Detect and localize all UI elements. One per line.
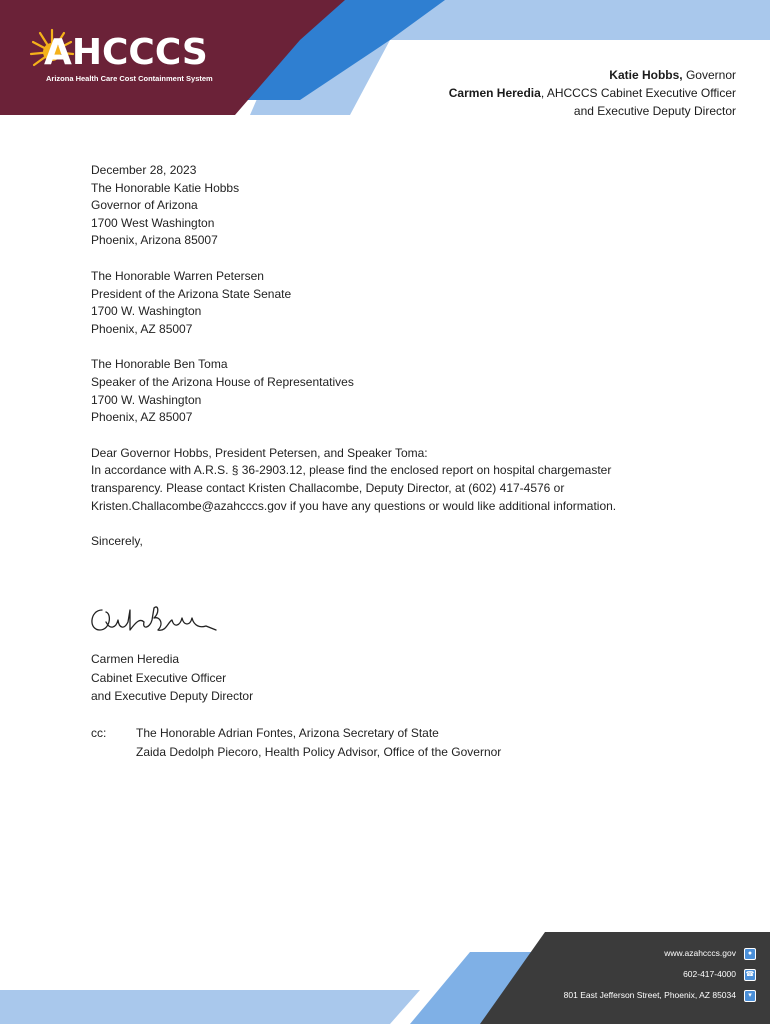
website-link[interactable]: www.azahcccs.gov bbox=[664, 948, 736, 958]
address-line: The Honorable Katie Hobbs bbox=[91, 180, 240, 195]
recipient-address bbox=[91, 356, 691, 426]
closing: Sincerely, bbox=[91, 534, 143, 549]
address-line: President of the Arizona State Senate bbox=[91, 286, 292, 301]
director-title: , AHCCCS Cabinet Executive Officer bbox=[540, 86, 736, 100]
street-address: 801 East Jefferson Street, Phoenix, AZ 85034 bbox=[563, 990, 736, 1000]
web-icon: ● bbox=[744, 948, 756, 960]
address-row bbox=[564, 985, 756, 1006]
address-line: Speaker of the Arizona House of Representatives bbox=[91, 374, 354, 389]
logo-wordmark: AHCCCS bbox=[44, 32, 208, 73]
recipient-address bbox=[91, 180, 691, 250]
governor-title: Governor bbox=[682, 68, 736, 82]
phone-row bbox=[564, 964, 756, 985]
phone-icon: ☎ bbox=[744, 969, 756, 981]
footer-contacts bbox=[564, 943, 756, 1006]
cc-recipient: The Honorable Adrian Fontes, Arizona Secretary of State bbox=[136, 726, 439, 740]
letter-date: December 28, 2023 bbox=[91, 163, 197, 177]
body-paragraph bbox=[91, 462, 691, 515]
officials-block bbox=[449, 66, 736, 120]
signer-block bbox=[91, 650, 253, 706]
director-line bbox=[449, 84, 736, 102]
salutation: Dear Governor Hobbs, President Petersen, and Speaker Toma: bbox=[91, 445, 428, 460]
cc-list bbox=[136, 724, 501, 761]
address-line: The Honorable Warren Petersen bbox=[91, 268, 264, 283]
address-line: Phoenix, Arizona 85007 bbox=[91, 233, 218, 248]
body-line: Kristen.Challacombe@azahcccs.gov if you have any questions or would like additional information. bbox=[91, 498, 617, 513]
signer-name: Carmen Heredia bbox=[91, 652, 180, 666]
location-icon: ▾ bbox=[744, 990, 756, 1002]
address-line: Phoenix, AZ 85007 bbox=[91, 321, 193, 336]
address-line: Governor of Arizona bbox=[91, 198, 198, 213]
address-line: Phoenix, AZ 85007 bbox=[91, 410, 193, 425]
ahcccs-logo bbox=[30, 26, 230, 86]
governor-line bbox=[449, 66, 736, 84]
body-line: In accordance with A.R.S. § 36-2903.12, please find the enclosed report on hospital chargemaster bbox=[91, 463, 612, 478]
signer-title-2: and Executive Deputy Director bbox=[91, 689, 254, 703]
director-name: Carmen Heredia bbox=[448, 86, 541, 100]
signer-title: Cabinet Executive Officer bbox=[91, 670, 227, 685]
address-line: 1700 West Washington bbox=[91, 215, 215, 230]
letter-body bbox=[91, 162, 691, 551]
logo-subtitle: Arizona Health Care Cost Containment System bbox=[46, 74, 213, 83]
website-row bbox=[564, 943, 756, 964]
address-line: 1700 W. Washington bbox=[91, 392, 202, 407]
governor-name: Katie Hobbs, bbox=[609, 68, 683, 82]
body-line: transparency. Please contact Kristen Challacombe, Deputy Director, at (602) 417-4576 or bbox=[91, 480, 565, 495]
handwritten-signature bbox=[88, 600, 228, 640]
phone-number: 602-417-4000 bbox=[683, 969, 736, 979]
cc-recipient: Zaida Dedolph Piecoro, Health Policy Advisor, Office of the Governor bbox=[136, 744, 502, 759]
recipient-address bbox=[91, 268, 691, 338]
address-line: 1700 W. Washington bbox=[91, 304, 202, 319]
director-title-2: and Executive Deputy Director bbox=[573, 104, 736, 118]
address-line: The Honorable Ben Toma bbox=[91, 357, 228, 372]
cc-label: cc: bbox=[91, 726, 107, 740]
